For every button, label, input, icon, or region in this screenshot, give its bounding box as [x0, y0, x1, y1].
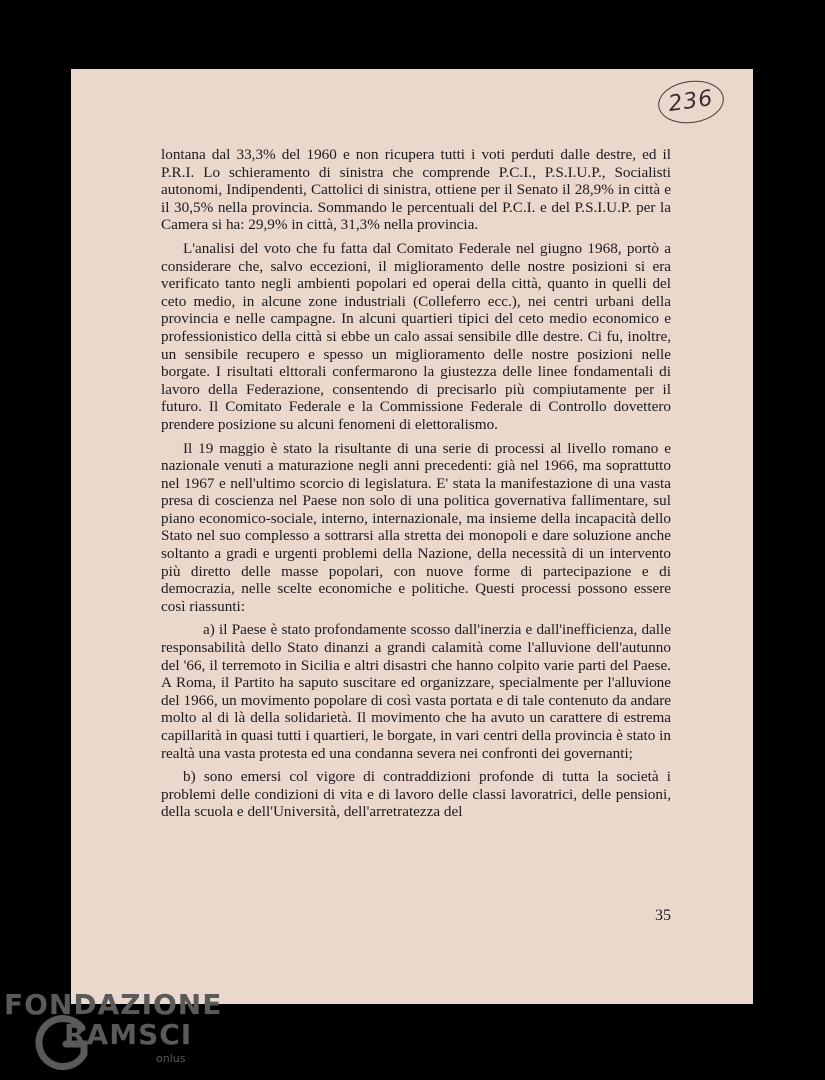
fondazione-gramsci-logo [4, 988, 223, 1065]
paragraph: Il 19 maggio è stato la risultante di una serie di processi al livello romano e nazionale venuti a maturazione negli anni precedenti: già nel 1966, ma soprattutto nel 1967 e nell'ultimo scorcio di legislatura. E' stata la manifestazione di una vasta presa di coscienza nel Paese non solo di una politica governativa fallimentare, sul piano economico-sociale, interno, internazionale, ma insieme della incapacità dello Stato nel suo complesso a sottrarsi alla stretta dei monopoli e dare soluzione anche soltanto a gradi e urgenti problemi della Nazione, della necessità di un intervento più diretto delle masse popolari, con nuove forme di partecipazione e di democrazia, nelle scelte economiche e politiche. Questi processi possono essere così riassunti: [161, 439, 671, 615]
archive-number-stamp: 236 [655, 77, 726, 128]
logo-line-3: onlus [156, 1052, 186, 1065]
logo-line-2: RAMSCI [64, 1018, 193, 1051]
list-item-a: a) il Paese è stato profondamente scosso dall'inerzia e dall'inefficienza, dalle responsabilità dello Stato dinanzi a grandi calamità come l'alluvione dell'autunno del '66, il terremoto in Sicilia e altri disastri che hanno colpito varie parti del Paese. A Roma, il Partito ha saputo suscitare ed organizzare, specialmente per l'alluvione del 1966, un movimento popolare di così vasta portata e di tale contenuto da andare molto al di là della solidarietà. Il movimento che ha avuto un carattere di estrema capillarità in quasi tutti i quartieri, le borgate, in vari centri della provincia è stato in realtà una vasta protesta ed una condanna severa nei confronti dei governanti; [161, 621, 671, 762]
paragraph: lontana dal 33,3% del 1960 e non ricupera tutti i voti perduti dalle destre, ed il P.R.I. Lo schieramento di sinistra che comprende P.C.I., P.S.I.U.P., Socialisti autonomi, Indipendenti, Cattolici di sinistra, ottiene per il Senato il 28,9% in città e il 30,5% nella provincia. Sommando le percentuali del P.C.I. e del P.S.I.U.P. per la Camera si ha: 29,9% in città, 31,3% nella provincia. [161, 146, 671, 234]
list-item-b: b) sono emersi col vigore di contraddizioni profonde di tutta la società i problemi delle condizioni di vita e di lavoro delle classi lavoratrici, delle pensioni, della scuola e dell'Università, dell'arretratezza del [161, 768, 671, 821]
page-number: 35 [655, 907, 671, 924]
document-body [161, 146, 671, 827]
paragraph: L'analisi del voto che fu fatta dal Comitato Federale nel giugno 1968, portò a considerare che, salvo eccezioni, il miglioramento delle nostre posizioni si era verificato tanto negli ambienti popolari ed operai della città, quanto in quelli del ceto medio, in alcune zone industriali (Colleferro ecc.), nei centri urbani della provincia e nelle campagne. In alcuni quartieri tipici del ceto medio economico e professionistico della città si ebbe un calo assai sensibile dlle destre. Ci fu, inoltre, un sensibile recupero e spesso un miglioramento delle nostre posizioni nelle borgate. I risultati elttorali confermarono la giustezza delle linee fondamentali di lavoro della Federazione, consentendo di precisarlo più compiutamente per il futuro. Il Comitato Federale e la Commissione Federale di Controllo dovettero prendere posizione su alcuni fenomeni di elettoralismo. [161, 239, 671, 433]
document-page [71, 69, 753, 1004]
logo-line-1: FONDAZIONE [4, 988, 223, 1021]
